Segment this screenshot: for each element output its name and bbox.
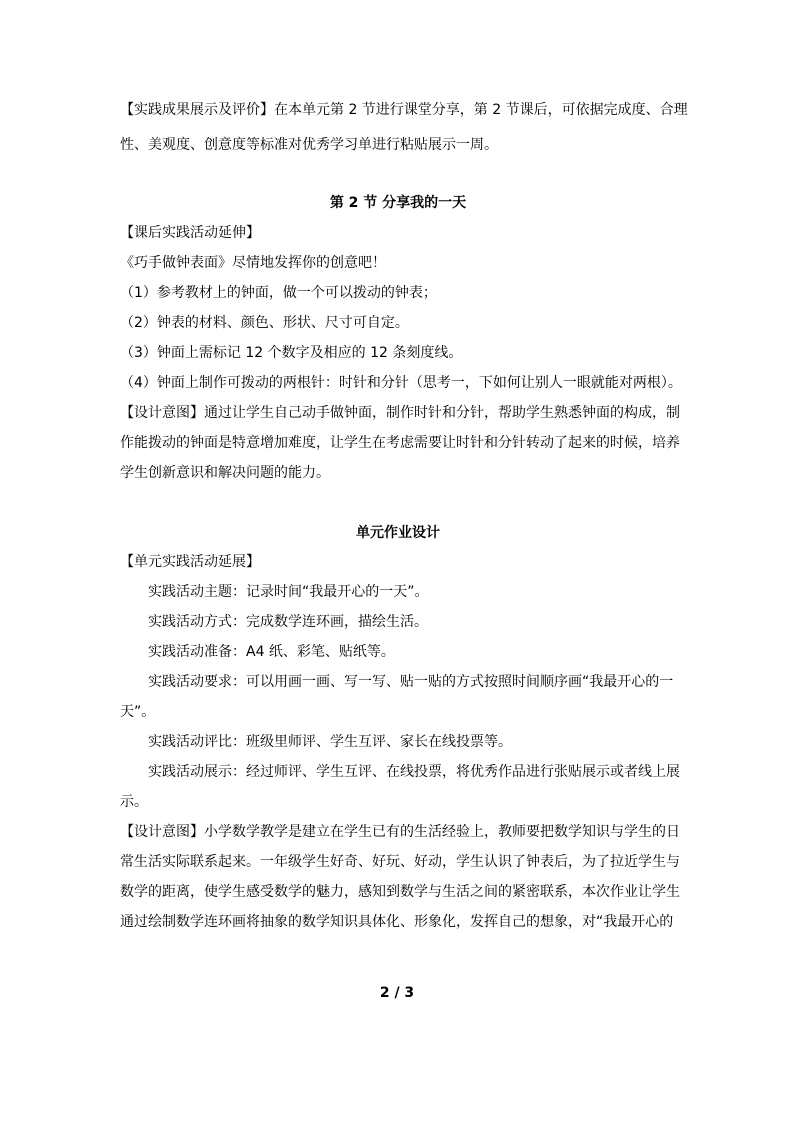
section3-display-line-2: 示。 <box>120 794 148 810</box>
section3-design-line-1: 【设计意图】小学数学教学是建立在学生已有的生活经验上，教师要把数学知识与学生的日 <box>120 824 680 840</box>
section3-requirement-line-2: 天”。 <box>120 704 156 720</box>
section3-design-line-4: 通过绘制数学连环画将抽象的数学知识具体化、形象化，发挥自己的想象，对“我最开心的 <box>120 914 674 930</box>
page-number: 2 / 3 <box>379 985 415 1001</box>
section3-label: 【单元实践活动延展】 <box>120 554 260 570</box>
section1-line-2: 性、美观度、创意度等标准对优秀学习单进行粘贴展示一周。 <box>120 137 498 153</box>
section3-display-line-1: 实践活动展示：经过师评、学生互评、在线投票，将优秀作品进行张贴展示或者线上展 <box>148 764 680 780</box>
section3-prep: 实践活动准备：A4 纸、彩笔、贴纸等。 <box>148 644 395 660</box>
section3-design-line-3: 数学的距离，使学生感受数学的魅力，感知到数学与生活之间的紧密联系，本次作业让学生 <box>120 884 680 900</box>
section3-method: 实践活动方式：完成数学连环画，描绘生活。 <box>148 614 428 630</box>
section3-heading: 单元作业设计 <box>356 525 440 541</box>
section3-evaluation: 实践活动评比：班级里师评、学生互评、家长在线投票等。 <box>148 734 512 750</box>
section1-line-1: 【实践成果展示及评价】在本单元第 2 节进行课堂分享，第 2 节课后，可依据完成度、合理 <box>120 102 688 118</box>
section2-design-line-2: 作能拨动的钟面是特意增加难度，让学生在考虑需要让时针和分针转动了起来的时候，培养 <box>120 435 680 451</box>
section2-intro: 《巧手做钟表面》尽情地发挥你的创意吧！ <box>120 255 386 271</box>
section2-label: 【课后实践活动延伸】 <box>120 225 260 241</box>
document-page <box>120 98 688 931</box>
section3-theme: 实践活动主题：记录时间“我最开心的一天”。 <box>148 584 429 600</box>
section2-item-2: （2）钟表的材料、颜色、形状、尺寸可自定。 <box>120 315 409 331</box>
section2-item-3: （3）钟面上需标记 12 个数字及相应的 12 条刻度线。 <box>120 345 463 361</box>
section2-item-4: （4）钟面上制作可拨动的两根针：时针和分针（思考一，下如何让别人一眼就能对两根）。 <box>120 375 682 391</box>
section2-heading: 第 2 节 分享我的一天 <box>329 195 467 211</box>
section2-item-1: （1）参考教材上的钟面，做一个可以拨动的钟表； <box>120 285 437 301</box>
section2-design-line-1: 【设计意图】通过让学生自己动手做钟面，制作时针和分针，帮助学生熟悉钟面的构成，制 <box>120 405 680 421</box>
section3-design-line-2: 常生活实际联系起来。一年级学生好奇、好玩、好动，学生认识了钟表后，为了拉近学生与 <box>120 854 680 870</box>
section2-design-line-3: 学生创新意识和解决问题的能力。 <box>120 465 330 481</box>
section3-requirement-line-1: 实践活动要求：可以用画一画、写一写、贴一贴的方式按照时间顺序画“我最开心的一 <box>148 674 674 690</box>
